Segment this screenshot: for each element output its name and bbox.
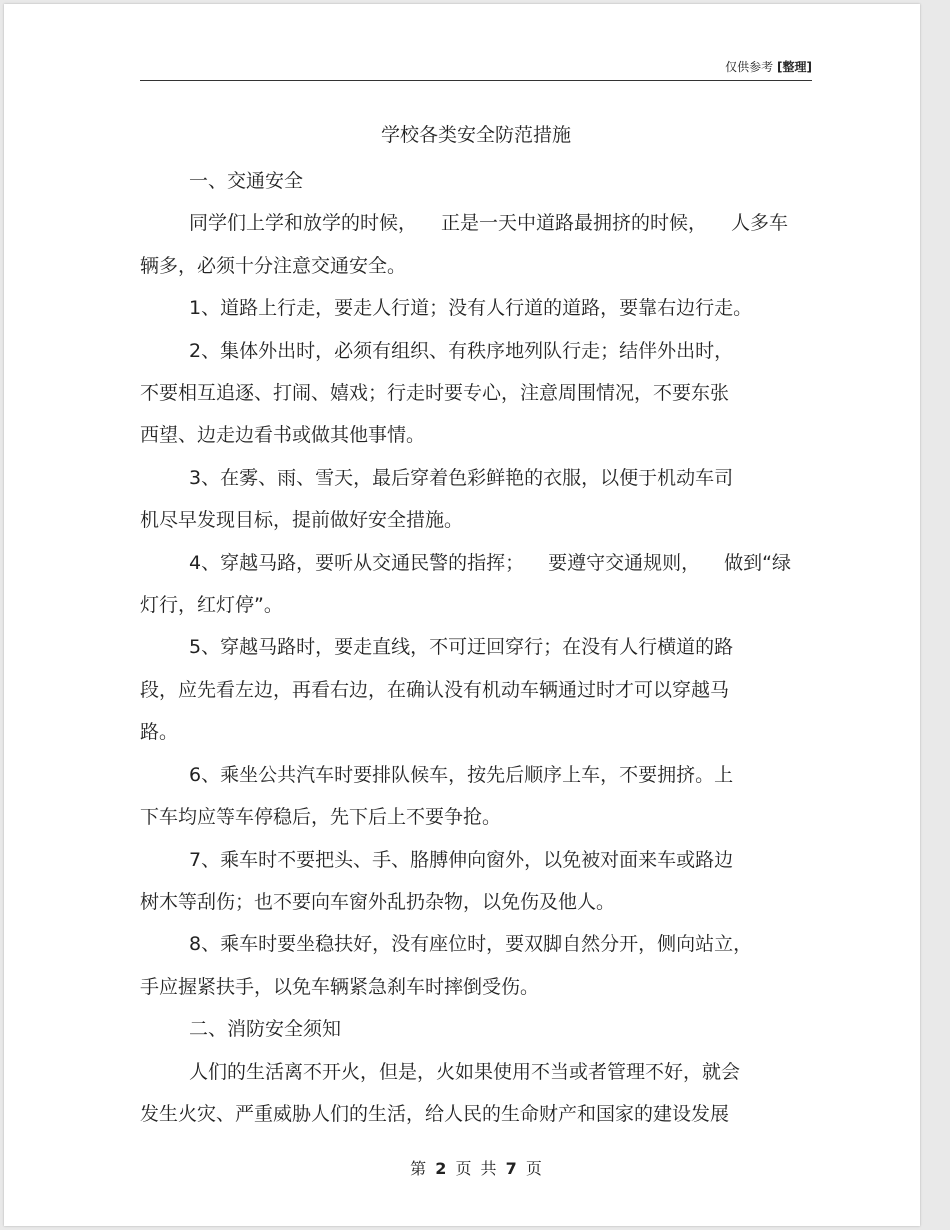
text-segment: 路。: [140, 721, 179, 744]
text-line: [140, 542, 812, 584]
text-segment: 灯行，红灯停”。: [140, 594, 283, 617]
text-segment: 做到“绿: [724, 551, 791, 574]
footer-total-pages: 7: [505, 1159, 517, 1178]
text-segment: 手应握紧扶手，以免车辆紧急刹车时摔倒受伤。: [140, 975, 540, 998]
text-line: [140, 796, 812, 838]
document-page: [4, 4, 920, 1226]
text-segment: 要遵守交通规则，: [548, 551, 701, 574]
text-line: [140, 1093, 812, 1135]
text-segment: 辆多，必须十分注意交通安全。: [140, 254, 407, 277]
text-segment: 下车均应等车停稳后，先下后上不要争抢。: [140, 806, 502, 829]
text-line: [140, 414, 812, 456]
text-segment: 人多车: [731, 212, 789, 235]
text-line: [140, 669, 812, 711]
text-segment: 人们的生活离不开火，但是，火如果使用不当或者管理不好，就会: [189, 1060, 741, 1083]
text-segment: 二、消防安全须知: [189, 1018, 342, 1041]
text-line: [140, 499, 812, 541]
footer-prefix: 第: [410, 1159, 427, 1178]
document-body: [140, 160, 812, 1135]
text-segment: 6、乘坐公共汽车时要排队候车，按先后顺序上车，不要拥挤。上: [189, 763, 734, 786]
text-line: [140, 881, 812, 923]
text-segment: 正是一天中道路最拥挤的时候，: [441, 212, 708, 235]
header-text: 仅供参考: [725, 60, 774, 74]
header-tag: [整理]: [777, 60, 812, 74]
text-segment: 一、交通安全: [189, 170, 304, 192]
text-line: [140, 1051, 812, 1093]
footer-suffix: 页: [525, 1159, 542, 1178]
text-line: [140, 287, 812, 329]
text-segment: 3、在雾、雨、雪天，最后穿着色彩鲜艳的衣服，以便于机动车司: [189, 466, 734, 489]
text-segment: 同学们上学和放学的时候，: [189, 212, 418, 235]
text-line: [140, 626, 812, 668]
text-line: [140, 584, 812, 626]
text-segment: 5、穿越马路时，要走直线，不可迂回穿行；在没有人行横道的路: [189, 636, 734, 659]
text-line: [140, 923, 812, 965]
text-line: [140, 245, 812, 287]
text-segment: 2、集体外出时，必须有组织、有秩序地列队行走；结伴外出时，: [189, 339, 734, 362]
page-header: [140, 60, 812, 81]
text-segment: 西望、边走边看书或做其他事情。: [140, 424, 426, 447]
text-line: [140, 372, 812, 414]
document-title: 学校各类安全防范措施: [380, 124, 571, 146]
text-segment: 段，应先看左边，再看右边，在确认没有机动车辆通过时才可以穿越马: [140, 678, 730, 701]
text-line: [140, 1008, 812, 1050]
text-segment: 发生火灾、严重威胁人们的生活，给人民的生命财产和国家的建设发展: [140, 1102, 730, 1125]
text-segment: 8、乘车时要坐稳扶好，没有座位时，要双脚自然分开，侧向站立，: [189, 933, 753, 956]
text-segment: 1、道路上行走，要走人行道；没有人行道的道路，要靠右边行走。: [189, 297, 753, 320]
text-line: [140, 330, 812, 372]
text-segment: 4、穿越马路，要听从交通民警的指挥；: [189, 551, 525, 574]
text-line: [140, 457, 812, 499]
text-line: [140, 711, 812, 753]
footer-current-page: 2: [435, 1159, 447, 1178]
text-line: [140, 160, 812, 202]
page-footer: [140, 1156, 812, 1179]
text-segment: 树木等刮伤；也不要向车窗外乱扔杂物，以免伤及他人。: [140, 890, 616, 913]
text-segment: 7、乘车时不要把头、手、胳膊伸向窗外，以免被对面来车或路边: [189, 848, 734, 871]
text-segment: 不要相互追逐、打闹、嬉戏；行走时要专心，注意周围情况，不要东张: [140, 382, 730, 405]
text-segment: 机尽早发现目标，提前做好安全措施。: [140, 509, 464, 532]
footer-mid: 页 共: [455, 1159, 497, 1178]
text-line: [140, 839, 812, 881]
text-line: [140, 202, 812, 244]
text-line: [140, 966, 812, 1008]
text-line: [140, 754, 812, 796]
